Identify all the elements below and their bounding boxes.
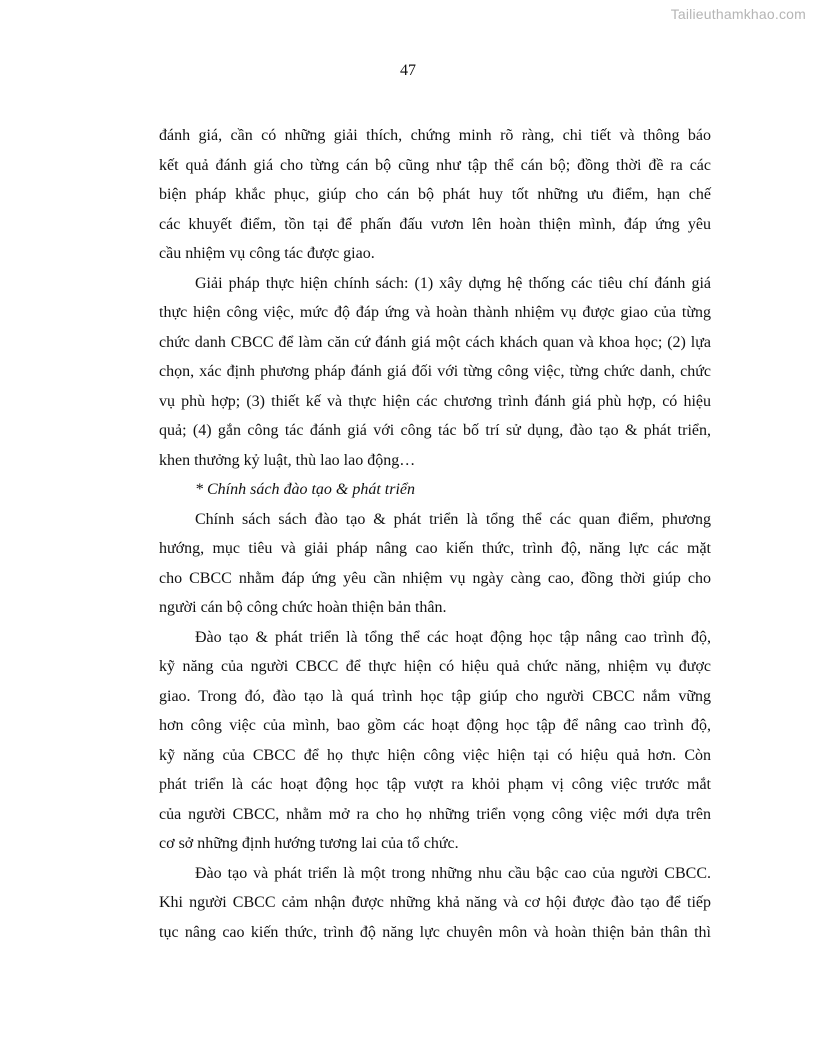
page-number: 47 — [400, 62, 416, 79]
watermark-text: Tailieuthamkhao.com — [670, 6, 806, 22]
text-line: cho CBCC nhằm đáp ứng yêu cần nhiệm vụ ngày càng cao, đồng thời giúp cho — [159, 569, 711, 587]
text-line: vụ phù hợp; (3) thiết kế và thực hiện các chương trình đánh giá phù hợp, có hiệu — [159, 392, 711, 410]
text-line: đánh giá, cần có những giải thích, chứng minh rõ ràng, chi tiết và thông báo — [159, 127, 711, 144]
text-line: Đào tạo & phát triển là tổng thể các hoạt động học tập nâng cao trình độ, — [195, 628, 711, 646]
text-line: chọn, xác định phương pháp đánh giá đối với từng công việc, từng chức danh, chức — [159, 363, 711, 380]
section-heading: * Chính sách đào tạo & phát triển — [195, 481, 415, 498]
text-line: biện pháp khắc phục, giúp cho cán bộ phát huy tốt những ưu điểm, hạn chế — [159, 186, 711, 203]
text-line: Chính sách sách đào tạo & phát triển là tổng thể các quan điểm, phương — [195, 510, 711, 528]
text-line: Đào tạo và phát triển là một trong những nhu cầu bậc cao của người CBCC. — [195, 864, 711, 882]
text-line: Khi người CBCC cảm nhận được những khả năng và cơ hội được đào tạo để tiếp — [159, 894, 711, 911]
document-body — [159, 121, 711, 947]
text-line: chức danh CBCC để làm căn cứ đánh giá một cách khách quan và khoa học; (2) lựa — [159, 333, 711, 351]
text-line: giao. Trong đó, đào tạo là quá trình học tập giúp cho người CBCC nắm vững — [159, 687, 711, 705]
text-line: quả; (4) gắn công tác đánh giá với công tác bố trí sử dụng, đào tạo & phát triển, — [159, 422, 711, 439]
text-line: các khuyết điểm, tồn tại để phấn đấu vươn lên hoàn thiện mình, đáp ứng yêu — [159, 215, 711, 233]
paragraph-4 — [159, 623, 711, 859]
text-line: thực hiện công việc, mức độ đáp ứng và hoàn thành nhiệm vụ được giao của từng — [159, 304, 711, 321]
text-line: phát triển là các hoạt động học tập vượt ra khỏi phạm vị công việc trước mắt — [159, 776, 711, 793]
text-line: kỹ năng của người CBCC để thực hiện có hiệu quả chức năng, nhiệm vụ được — [159, 658, 711, 675]
paragraph-3 — [159, 505, 711, 623]
paragraph-1 — [159, 121, 711, 269]
text-line: kỹ năng của CBCC để họ thực hiện công việc hiện tại có hiệu quả hơn. Còn — [159, 746, 711, 764]
text-line: người cán bộ công chức hoàn thiện bản thân. — [159, 599, 447, 616]
text-line: cơ sở những định hướng tương lai của tổ chức. — [159, 835, 459, 852]
text-line: Giải pháp thực hiện chính sách: (1) xây dựng hệ thống các tiêu chí đánh giá — [195, 274, 711, 292]
text-line: khen thưởng kỷ luật, thù lao lao động… — [159, 451, 416, 469]
text-line: kết quả đánh giá cho từng cán bộ cũng như tập thể cán bộ; đồng thời đề ra các — [159, 156, 711, 174]
paragraph-2 — [159, 269, 711, 476]
paragraph-5 — [159, 859, 711, 948]
text-line: tục nâng cao kiến thức, trình độ năng lực chuyên môn và hoàn thiện bản thân thì — [159, 923, 711, 941]
text-line: cầu nhiệm vụ công tác được giao. — [159, 245, 375, 262]
text-line: của người CBCC, nhằm mở ra cho họ những triển vọng công việc mới dựa trên — [159, 805, 711, 823]
text-line: hướng, mục tiêu và giải pháp nâng cao kiến thức, trình độ, năng lực các mặt — [159, 540, 711, 557]
text-line: hơn công việc của mình, bao gồm các hoạt động học tập để nâng cao trình độ, — [159, 717, 711, 734]
